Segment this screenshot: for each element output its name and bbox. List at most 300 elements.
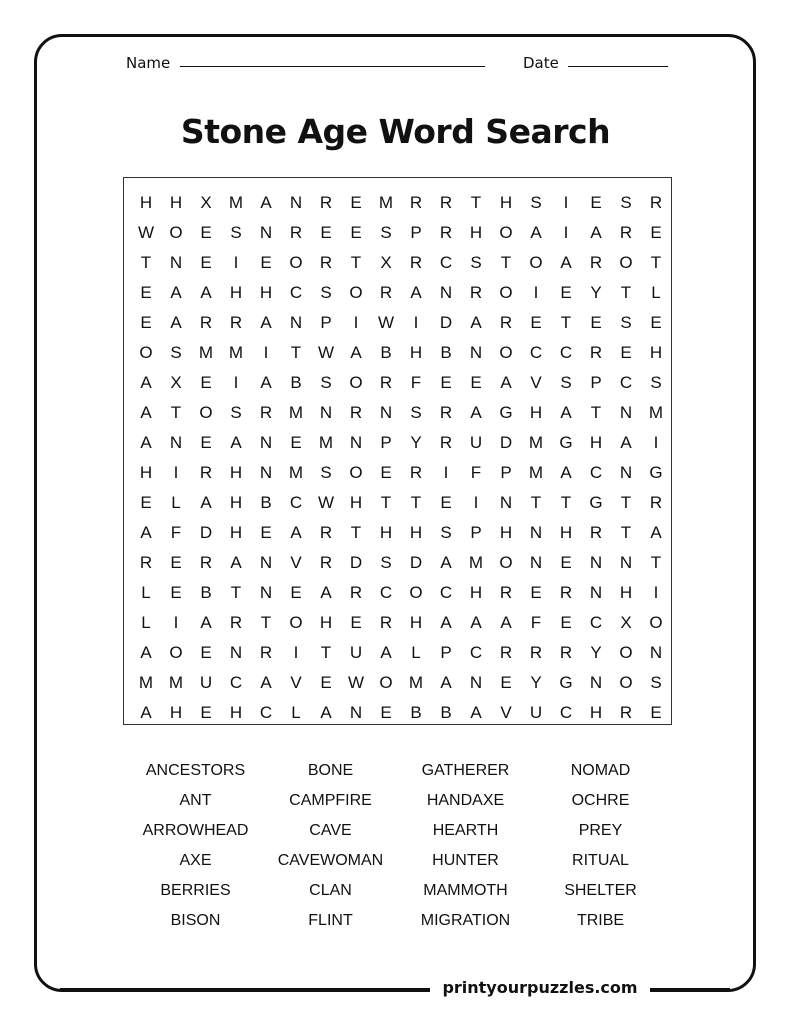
- grid-cell[interactable]: R: [409, 193, 423, 212]
- grid-cell[interactable]: C: [559, 703, 573, 722]
- grid-cell[interactable]: H: [409, 343, 423, 362]
- grid-cell[interactable]: M: [528, 463, 544, 482]
- grid-cell[interactable]: H: [409, 613, 423, 632]
- grid-cell[interactable]: A: [440, 553, 452, 572]
- grid-cell[interactable]: A: [260, 673, 272, 692]
- grid-cell[interactable]: T: [590, 403, 602, 422]
- grid-cell[interactable]: S: [560, 373, 572, 392]
- grid-cell[interactable]: O: [289, 613, 303, 632]
- grid-cell[interactable]: Y: [590, 643, 602, 662]
- grid-cell[interactable]: O: [409, 583, 423, 602]
- grid-cell[interactable]: H: [499, 523, 513, 542]
- grid-cell[interactable]: H: [229, 523, 243, 542]
- grid-cell[interactable]: W: [377, 313, 395, 332]
- grid-cell[interactable]: T: [140, 253, 152, 272]
- grid-cell[interactable]: L: [651, 283, 661, 302]
- grid-cell[interactable]: E: [200, 643, 212, 662]
- grid-cell[interactable]: A: [560, 463, 572, 482]
- grid-cell[interactable]: T: [560, 493, 572, 512]
- grid-cell[interactable]: D: [499, 433, 513, 452]
- grid-cell[interactable]: E: [260, 523, 272, 542]
- grid-cell[interactable]: R: [229, 313, 243, 332]
- grid-cell[interactable]: M: [528, 433, 544, 452]
- grid-cell[interactable]: S: [230, 223, 242, 242]
- grid-cell[interactable]: A: [530, 223, 542, 242]
- grid-cell[interactable]: N: [469, 343, 483, 362]
- grid-cell[interactable]: A: [560, 403, 572, 422]
- grid-cell[interactable]: E: [290, 433, 302, 452]
- grid-cell[interactable]: F: [170, 523, 182, 542]
- grid-cell[interactable]: E: [200, 223, 212, 242]
- grid-cell[interactable]: H: [469, 583, 483, 602]
- grid-cell[interactable]: H: [379, 523, 393, 542]
- grid-cell[interactable]: T: [260, 613, 272, 632]
- grid-cell[interactable]: A: [320, 583, 332, 602]
- grid-cell[interactable]: I: [233, 253, 239, 272]
- grid-cell[interactable]: R: [499, 643, 513, 662]
- grid-cell[interactable]: E: [440, 373, 452, 392]
- grid-cell[interactable]: H: [649, 343, 663, 362]
- grid-cell[interactable]: A: [140, 373, 152, 392]
- grid-cell[interactable]: E: [380, 463, 392, 482]
- grid-cell[interactable]: C: [589, 463, 603, 482]
- grid-cell[interactable]: I: [653, 583, 659, 602]
- grid-cell[interactable]: I: [233, 373, 239, 392]
- grid-cell[interactable]: W: [347, 673, 365, 692]
- grid-cell[interactable]: O: [349, 463, 363, 482]
- grid-cell[interactable]: R: [529, 643, 543, 662]
- grid-cell[interactable]: I: [263, 343, 269, 362]
- grid-cell[interactable]: B: [410, 703, 422, 722]
- grid-cell[interactable]: S: [410, 403, 422, 422]
- grid-cell[interactable]: W: [317, 493, 335, 512]
- grid-cell[interactable]: T: [320, 643, 332, 662]
- grid-cell[interactable]: V: [500, 703, 512, 722]
- grid-cell[interactable]: O: [139, 343, 153, 362]
- grid-cell[interactable]: R: [319, 523, 333, 542]
- grid-cell[interactable]: H: [409, 523, 423, 542]
- grid-cell[interactable]: O: [379, 673, 393, 692]
- grid-cell[interactable]: P: [590, 373, 602, 392]
- grid-cell[interactable]: R: [649, 493, 663, 512]
- grid-cell[interactable]: A: [470, 313, 482, 332]
- grid-cell[interactable]: A: [470, 613, 482, 632]
- grid-cell[interactable]: N: [349, 703, 363, 722]
- grid-cell[interactable]: N: [649, 643, 663, 662]
- grid-cell[interactable]: R: [199, 313, 213, 332]
- grid-cell[interactable]: E: [140, 313, 152, 332]
- grid-cell[interactable]: R: [409, 253, 423, 272]
- grid-cell[interactable]: R: [649, 193, 663, 212]
- grid-cell[interactable]: R: [199, 553, 213, 572]
- grid-cell[interactable]: O: [499, 283, 513, 302]
- grid-cell[interactable]: X: [380, 253, 392, 272]
- grid-cell[interactable]: P: [320, 313, 332, 332]
- grid-cell[interactable]: E: [200, 703, 212, 722]
- grid-cell[interactable]: R: [259, 403, 273, 422]
- grid-cell[interactable]: I: [173, 613, 179, 632]
- grid-cell[interactable]: R: [469, 283, 483, 302]
- grid-cell[interactable]: S: [380, 223, 392, 242]
- grid-cell[interactable]: H: [229, 463, 243, 482]
- grid-cell[interactable]: E: [200, 253, 212, 272]
- grid-cell[interactable]: E: [500, 673, 512, 692]
- grid-cell[interactable]: S: [170, 343, 182, 362]
- grid-cell[interactable]: E: [320, 673, 332, 692]
- grid-cell[interactable]: I: [443, 463, 449, 482]
- grid-cell[interactable]: F: [470, 463, 482, 482]
- grid-cell[interactable]: R: [379, 613, 393, 632]
- grid-cell[interactable]: A: [200, 613, 212, 632]
- grid-cell[interactable]: A: [140, 703, 152, 722]
- date-field[interactable]: [568, 66, 668, 67]
- grid-cell[interactable]: I: [563, 223, 569, 242]
- grid-cell[interactable]: X: [620, 613, 632, 632]
- grid-cell[interactable]: R: [499, 313, 513, 332]
- grid-cell[interactable]: R: [199, 463, 213, 482]
- grid-cell[interactable]: R: [349, 403, 363, 422]
- grid-cell[interactable]: S: [650, 373, 662, 392]
- grid-cell[interactable]: A: [290, 523, 302, 542]
- grid-cell[interactable]: O: [169, 223, 183, 242]
- grid-cell[interactable]: N: [619, 553, 633, 572]
- grid-cell[interactable]: R: [439, 193, 453, 212]
- grid-cell[interactable]: I: [563, 193, 569, 212]
- grid-cell[interactable]: W: [317, 343, 335, 362]
- grid-cell[interactable]: U: [199, 673, 213, 692]
- grid-cell[interactable]: A: [260, 313, 272, 332]
- grid-cell[interactable]: N: [259, 223, 273, 242]
- grid-cell[interactable]: H: [619, 583, 633, 602]
- grid-cell[interactable]: P: [410, 223, 422, 242]
- grid-cell[interactable]: D: [439, 313, 453, 332]
- grid-cell[interactable]: R: [349, 583, 363, 602]
- grid-cell[interactable]: A: [380, 643, 392, 662]
- grid-cell[interactable]: A: [440, 613, 452, 632]
- grid-cell[interactable]: T: [290, 343, 302, 362]
- grid-cell[interactable]: R: [589, 253, 603, 272]
- grid-cell[interactable]: L: [141, 583, 151, 602]
- grid-cell[interactable]: E: [200, 373, 212, 392]
- grid-cell[interactable]: V: [290, 553, 302, 572]
- grid-cell[interactable]: I: [413, 313, 419, 332]
- grid-cell[interactable]: R: [289, 223, 303, 242]
- grid-cell[interactable]: E: [170, 553, 182, 572]
- grid-cell[interactable]: A: [410, 283, 422, 302]
- grid-cell[interactable]: O: [529, 253, 543, 272]
- grid-cell[interactable]: O: [199, 403, 213, 422]
- grid-cell[interactable]: N: [439, 283, 453, 302]
- grid-cell[interactable]: C: [439, 583, 453, 602]
- grid-cell[interactable]: X: [200, 193, 212, 212]
- grid-cell[interactable]: C: [619, 373, 633, 392]
- grid-cell[interactable]: P: [440, 643, 452, 662]
- grid-cell[interactable]: M: [378, 193, 394, 212]
- grid-cell[interactable]: T: [350, 253, 362, 272]
- grid-cell[interactable]: E: [530, 313, 542, 332]
- grid-cell[interactable]: C: [289, 493, 303, 512]
- grid-cell[interactable]: B: [440, 343, 452, 362]
- grid-cell[interactable]: I: [533, 283, 539, 302]
- grid-cell[interactable]: P: [500, 463, 512, 482]
- grid-cell[interactable]: H: [229, 703, 243, 722]
- grid-cell[interactable]: A: [230, 553, 242, 572]
- grid-cell[interactable]: I: [293, 643, 299, 662]
- grid-cell[interactable]: H: [469, 223, 483, 242]
- grid-cell[interactable]: N: [169, 433, 183, 452]
- grid-cell[interactable]: T: [620, 493, 632, 512]
- grid-cell[interactable]: O: [499, 343, 513, 362]
- grid-cell[interactable]: N: [289, 313, 303, 332]
- grid-cell[interactable]: R: [439, 403, 453, 422]
- grid-cell[interactable]: B: [440, 703, 452, 722]
- grid-cell[interactable]: G: [589, 493, 603, 512]
- grid-cell[interactable]: P: [470, 523, 482, 542]
- grid-cell[interactable]: R: [619, 223, 633, 242]
- grid-cell[interactable]: L: [411, 643, 421, 662]
- grid-cell[interactable]: O: [619, 673, 633, 692]
- grid-cell[interactable]: M: [648, 403, 664, 422]
- grid-cell[interactable]: A: [230, 433, 242, 452]
- grid-cell[interactable]: N: [619, 403, 633, 422]
- grid-cell[interactable]: A: [140, 403, 152, 422]
- grid-cell[interactable]: P: [380, 433, 392, 452]
- grid-cell[interactable]: W: [137, 223, 155, 242]
- grid-cell[interactable]: O: [349, 283, 363, 302]
- grid-cell[interactable]: C: [529, 343, 543, 362]
- grid-cell[interactable]: R: [229, 613, 243, 632]
- grid-cell[interactable]: S: [320, 373, 332, 392]
- grid-cell[interactable]: E: [170, 583, 182, 602]
- grid-cell[interactable]: R: [319, 253, 333, 272]
- grid-cell[interactable]: E: [350, 193, 362, 212]
- grid-cell[interactable]: T: [410, 493, 422, 512]
- grid-cell[interactable]: N: [259, 553, 273, 572]
- grid-cell[interactable]: H: [319, 613, 333, 632]
- grid-cell[interactable]: N: [349, 433, 363, 452]
- grid-cell[interactable]: B: [290, 373, 302, 392]
- grid-cell[interactable]: G: [559, 673, 573, 692]
- grid-cell[interactable]: H: [229, 493, 243, 512]
- grid-cell[interactable]: D: [349, 553, 363, 572]
- grid-cell[interactable]: A: [500, 613, 512, 632]
- grid-cell[interactable]: E: [470, 373, 482, 392]
- grid-cell[interactable]: A: [620, 433, 632, 452]
- grid-cell[interactable]: T: [230, 583, 242, 602]
- grid-cell[interactable]: C: [469, 643, 483, 662]
- grid-cell[interactable]: H: [559, 523, 573, 542]
- grid-cell[interactable]: A: [170, 283, 182, 302]
- grid-cell[interactable]: E: [650, 223, 662, 242]
- name-field[interactable]: [180, 66, 485, 67]
- grid-cell[interactable]: H: [589, 433, 603, 452]
- grid-cell[interactable]: H: [349, 493, 363, 512]
- grid-cell[interactable]: E: [530, 583, 542, 602]
- grid-cell[interactable]: T: [530, 493, 542, 512]
- grid-cell[interactable]: M: [198, 343, 214, 362]
- grid-cell[interactable]: R: [379, 373, 393, 392]
- grid-cell[interactable]: A: [200, 493, 212, 512]
- grid-cell[interactable]: A: [470, 403, 482, 422]
- grid-cell[interactable]: A: [650, 523, 662, 542]
- grid-cell[interactable]: N: [589, 583, 603, 602]
- grid-cell[interactable]: U: [469, 433, 483, 452]
- grid-cell[interactable]: F: [410, 373, 422, 392]
- grid-cell[interactable]: A: [260, 373, 272, 392]
- grid-cell[interactable]: R: [589, 343, 603, 362]
- grid-cell[interactable]: E: [440, 493, 452, 512]
- grid-cell[interactable]: H: [229, 283, 243, 302]
- grid-cell[interactable]: T: [500, 253, 512, 272]
- grid-cell[interactable]: S: [380, 553, 392, 572]
- grid-cell[interactable]: N: [229, 643, 243, 662]
- grid-cell[interactable]: T: [650, 253, 662, 272]
- grid-cell[interactable]: N: [529, 553, 543, 572]
- grid-cell[interactable]: L: [141, 613, 151, 632]
- grid-cell[interactable]: E: [140, 493, 152, 512]
- grid-cell[interactable]: R: [439, 433, 453, 452]
- grid-cell[interactable]: C: [229, 673, 243, 692]
- grid-cell[interactable]: M: [168, 673, 184, 692]
- grid-cell[interactable]: N: [289, 193, 303, 212]
- grid-cell[interactable]: M: [408, 673, 424, 692]
- grid-cell[interactable]: A: [470, 703, 482, 722]
- grid-cell[interactable]: A: [500, 373, 512, 392]
- grid-cell[interactable]: I: [653, 433, 659, 452]
- grid-cell[interactable]: C: [259, 703, 273, 722]
- grid-cell[interactable]: M: [228, 343, 244, 362]
- grid-cell[interactable]: T: [380, 493, 392, 512]
- grid-cell[interactable]: E: [320, 223, 332, 242]
- grid-cell[interactable]: O: [169, 643, 183, 662]
- grid-cell[interactable]: A: [590, 223, 602, 242]
- grid-cell[interactable]: R: [439, 223, 453, 242]
- grid-cell[interactable]: E: [590, 313, 602, 332]
- grid-cell[interactable]: H: [529, 403, 543, 422]
- grid-cell[interactable]: B: [200, 583, 212, 602]
- grid-cell[interactable]: E: [140, 283, 152, 302]
- grid-cell[interactable]: F: [530, 613, 542, 632]
- grid-cell[interactable]: O: [349, 373, 363, 392]
- grid-cell[interactable]: E: [620, 343, 632, 362]
- grid-cell[interactable]: R: [379, 283, 393, 302]
- grid-cell[interactable]: A: [350, 343, 362, 362]
- grid-cell[interactable]: S: [470, 253, 482, 272]
- grid-cell[interactable]: O: [619, 253, 633, 272]
- grid-cell[interactable]: A: [140, 523, 152, 542]
- grid-cell[interactable]: N: [589, 553, 603, 572]
- grid-cell[interactable]: N: [619, 463, 633, 482]
- grid-cell[interactable]: Y: [590, 283, 602, 302]
- grid-cell[interactable]: E: [560, 283, 572, 302]
- grid-cell[interactable]: R: [559, 583, 573, 602]
- grid-cell[interactable]: D: [199, 523, 213, 542]
- grid-cell[interactable]: T: [620, 523, 632, 542]
- grid-cell[interactable]: N: [259, 583, 273, 602]
- grid-cell[interactable]: I: [473, 493, 479, 512]
- grid-cell[interactable]: H: [499, 193, 513, 212]
- grid-cell[interactable]: N: [379, 403, 393, 422]
- grid-cell[interactable]: S: [320, 463, 332, 482]
- grid-cell[interactable]: I: [173, 463, 179, 482]
- grid-cell[interactable]: M: [228, 193, 244, 212]
- grid-cell[interactable]: B: [260, 493, 272, 512]
- grid-cell[interactable]: N: [259, 463, 273, 482]
- grid-cell[interactable]: A: [560, 253, 572, 272]
- grid-cell[interactable]: E: [650, 703, 662, 722]
- grid-cell[interactable]: B: [380, 343, 392, 362]
- grid-cell[interactable]: A: [200, 283, 212, 302]
- grid-cell[interactable]: R: [499, 583, 513, 602]
- grid-cell[interactable]: S: [530, 193, 542, 212]
- grid-cell[interactable]: E: [380, 703, 392, 722]
- grid-cell[interactable]: M: [288, 463, 304, 482]
- grid-cell[interactable]: L: [291, 703, 301, 722]
- grid-cell[interactable]: I: [353, 313, 359, 332]
- grid-cell[interactable]: E: [650, 313, 662, 332]
- grid-cell[interactable]: H: [259, 283, 273, 302]
- grid-cell[interactable]: Y: [530, 673, 542, 692]
- grid-cell[interactable]: A: [140, 643, 152, 662]
- grid-cell[interactable]: R: [589, 523, 603, 542]
- grid-cell[interactable]: E: [560, 553, 572, 572]
- grid-cell[interactable]: G: [649, 463, 663, 482]
- grid-cell[interactable]: H: [589, 703, 603, 722]
- grid-cell[interactable]: H: [139, 193, 153, 212]
- grid-cell[interactable]: O: [649, 613, 663, 632]
- grid-cell[interactable]: M: [468, 553, 484, 572]
- grid-cell[interactable]: A: [170, 313, 182, 332]
- grid-cell[interactable]: S: [650, 673, 662, 692]
- grid-cell[interactable]: X: [170, 373, 182, 392]
- grid-cell[interactable]: O: [289, 253, 303, 272]
- grid-cell[interactable]: N: [469, 673, 483, 692]
- grid-cell[interactable]: H: [169, 193, 183, 212]
- grid-cell[interactable]: Y: [410, 433, 422, 452]
- grid-cell[interactable]: C: [559, 343, 573, 362]
- grid-cell[interactable]: T: [350, 523, 362, 542]
- grid-cell[interactable]: A: [140, 433, 152, 452]
- grid-cell[interactable]: T: [470, 193, 482, 212]
- grid-cell[interactable]: R: [319, 553, 333, 572]
- grid-cell[interactable]: H: [139, 463, 153, 482]
- grid-cell[interactable]: N: [169, 253, 183, 272]
- grid-cell[interactable]: C: [439, 253, 453, 272]
- grid-cell[interactable]: N: [589, 673, 603, 692]
- grid-cell[interactable]: O: [499, 553, 513, 572]
- grid-cell[interactable]: U: [349, 643, 363, 662]
- grid-cell[interactable]: O: [499, 223, 513, 242]
- grid-cell[interactable]: S: [620, 193, 632, 212]
- grid-cell[interactable]: M: [138, 673, 154, 692]
- grid-cell[interactable]: D: [409, 553, 423, 572]
- grid-cell[interactable]: R: [559, 643, 573, 662]
- grid-cell[interactable]: E: [260, 253, 272, 272]
- grid-cell[interactable]: R: [139, 553, 153, 572]
- grid-cell[interactable]: S: [230, 403, 242, 422]
- grid-cell[interactable]: A: [260, 193, 272, 212]
- grid-cell[interactable]: G: [559, 433, 573, 452]
- grid-cell[interactable]: E: [290, 583, 302, 602]
- grid-cell[interactable]: E: [200, 433, 212, 452]
- grid-cell[interactable]: T: [170, 403, 182, 422]
- grid-cell[interactable]: H: [169, 703, 183, 722]
- grid-cell[interactable]: T: [650, 553, 662, 572]
- grid-cell[interactable]: S: [440, 523, 452, 542]
- grid-cell[interactable]: C: [379, 583, 393, 602]
- grid-cell[interactable]: S: [320, 283, 332, 302]
- grid-cell[interactable]: R: [259, 643, 273, 662]
